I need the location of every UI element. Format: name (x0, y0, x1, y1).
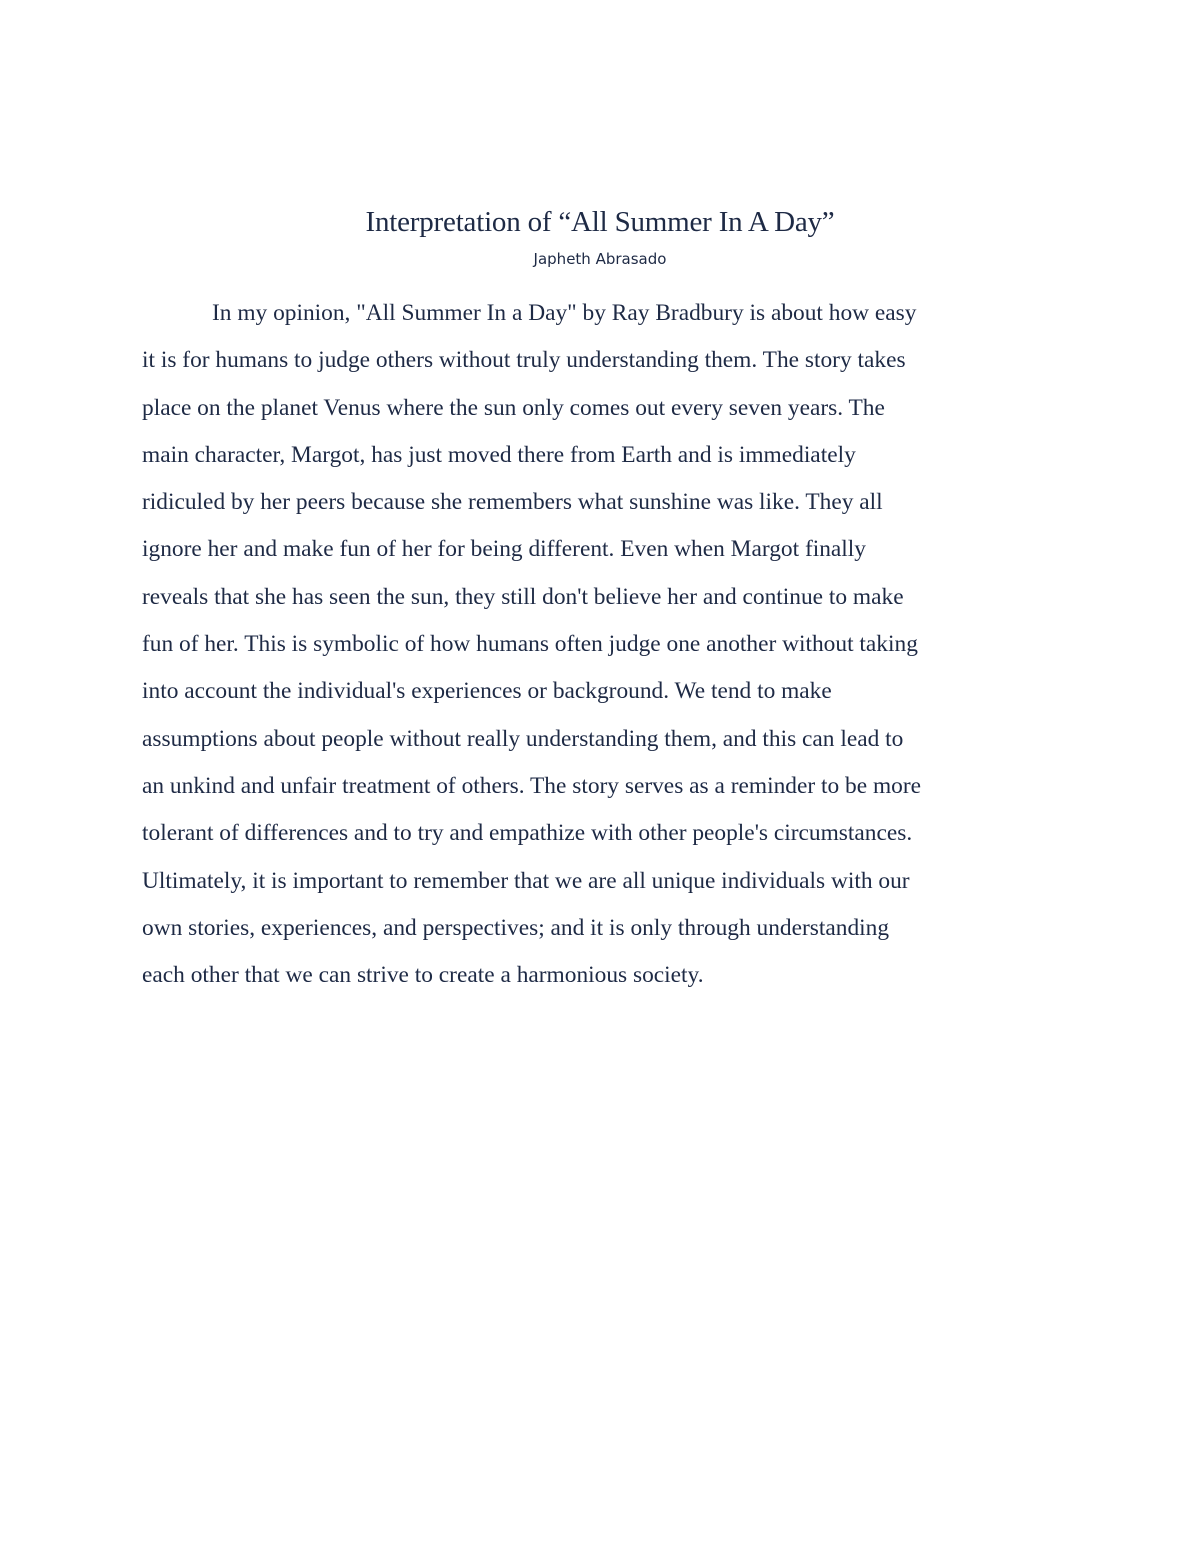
essay-line: assumptions about people without really understanding them, and this can lead to (142, 725, 904, 752)
essay-body (142, 296, 1072, 1005)
essay-line: into account the individual's experiences or background. We tend to make (142, 678, 832, 705)
document-title: Interpretation of “All Summer In A Day” (365, 206, 835, 238)
essay-line: In my opinion, "All Summer In a Day" by Ray Bradbury is about how easy (212, 300, 917, 326)
essay-line: each other that we can strive to create a harmonious society. (142, 962, 704, 989)
essay-line: fun of her. This is symbolic of how humans often judge one another without taking (142, 631, 918, 658)
essay-line: own stories, experiences, and perspectives; and it is only through understanding (142, 914, 890, 941)
essay-line: main character, Margot, has just moved there from Earth and is immediately (142, 441, 856, 468)
author-name: Japheth Abrasado (533, 250, 667, 268)
essay-line: ignore her and make fun of her for being different. Even when Margot finally (142, 536, 867, 563)
essay-line: reveals that she has seen the sun, they still don't believe her and continue to make (142, 583, 904, 610)
essay-line: place on the planet Venus where the sun only comes out every seven years. The (142, 394, 885, 421)
essay-line: it is for humans to judge others without truly understanding them. The story takes (142, 347, 906, 374)
essay-line: tolerant of differences and to try and empathize with other people's circumstances. (142, 820, 913, 847)
essay-line: Ultimately, it is important to remember that we are all unique individuals with our (142, 867, 910, 894)
essay-line: ridiculed by her peers because she remembers what sunshine was like. They all (142, 489, 883, 516)
essay-line: an unkind and unfair treatment of others. The story serves as a reminder to be more (142, 772, 922, 799)
